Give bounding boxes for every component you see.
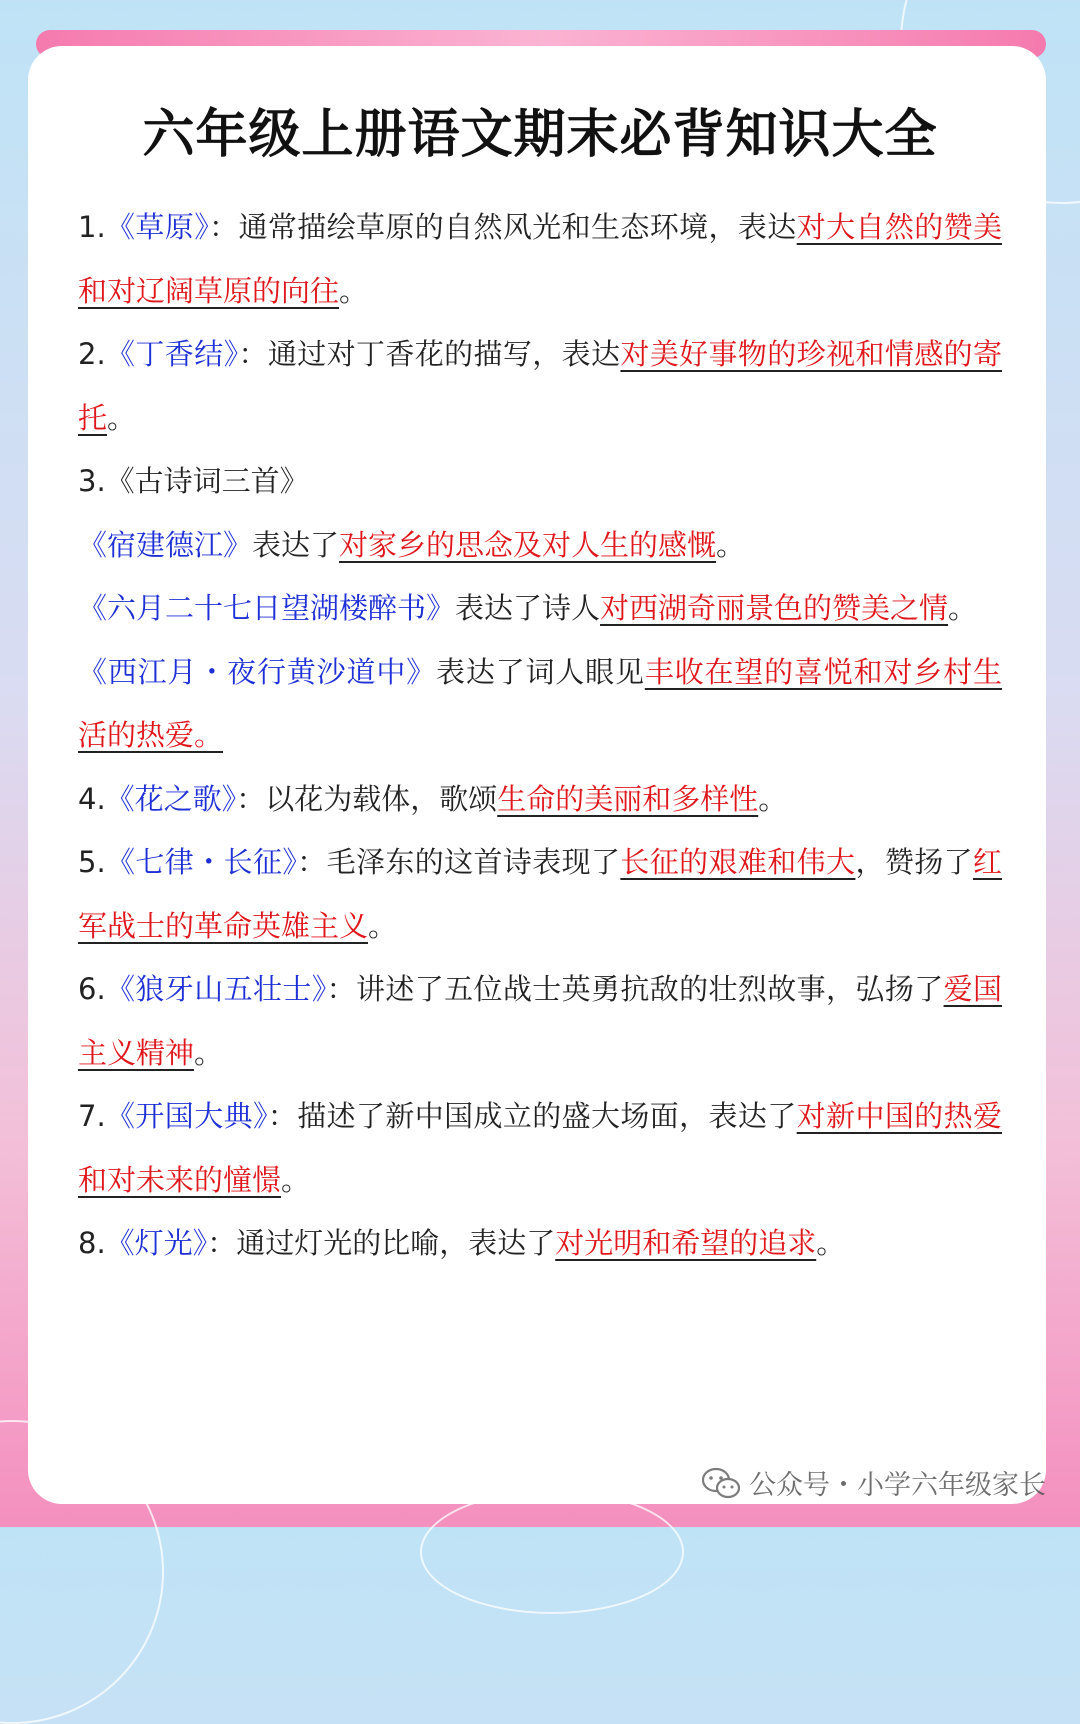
book-title: 《七律・长征》: [105, 845, 298, 879]
page-title: 六年级上册语文期末必背知识大全: [142, 104, 938, 165]
book-title: 《灯光》: [105, 1226, 208, 1260]
item-number: 8.: [78, 1226, 106, 1260]
section-heading: 《古诗词三首》: [105, 464, 309, 498]
key-phrase: 爱国主义精神: [78, 972, 1002, 1070]
item-text: ：通过灯光的比喻，表达了: [207, 1226, 556, 1260]
item-end: 。: [339, 273, 369, 308]
decorative-arc: [420, 1490, 684, 1614]
key-phrase: 生命的美丽和多样性: [497, 781, 759, 816]
item-text: ：以花为载体，歌颂: [236, 781, 498, 816]
key-phrase: 对家乡的思念及对人生的感慨: [339, 527, 717, 562]
key-phrase: 丰收在望的喜悦和对乡村生活的热爱。: [78, 654, 1002, 752]
item-text: ：毛泽东的这首诗表现了: [297, 845, 621, 879]
book-title: 《草原》: [105, 210, 210, 244]
book-title: 《丁香结》: [105, 337, 239, 371]
poem-text: 表达了: [252, 527, 340, 562]
item-text: ：通常描绘草原的自然风光和生态环境，表达: [209, 210, 797, 244]
item-number: 4.: [78, 781, 106, 816]
item-number: 1.: [78, 210, 106, 244]
list-item: [78, 1212, 1002, 1276]
poem-end: 。: [948, 591, 978, 625]
item-end: 。: [281, 1162, 311, 1197]
item-number: 7.: [78, 1099, 106, 1133]
item-text: ，赞扬了: [855, 845, 973, 879]
item-number: 2.: [78, 337, 106, 371]
poem-end: 。: [716, 527, 746, 562]
poem-title: 《西江月・夜行黄沙道中》: [78, 654, 436, 689]
book-title: 《开国大典》: [105, 1099, 268, 1133]
list-item: [78, 768, 1002, 832]
item-end: 。: [758, 781, 788, 816]
list-item: [78, 958, 1002, 1085]
poem-item: [78, 577, 1002, 641]
list-item: [78, 831, 1002, 958]
poem-text: 表达了词人眼见: [435, 654, 645, 689]
item-end: 。: [107, 400, 137, 435]
wechat-icon: [701, 1467, 741, 1499]
list-item: [78, 1085, 1002, 1212]
book-title: 《花之歌》: [105, 781, 237, 816]
item-text: ：讲述了五位战士英勇抗敌的壮烈故事，弘扬了: [326, 972, 944, 1006]
key-phrase: 对西湖奇丽景色的赞美之情: [600, 591, 949, 625]
poem-title: 《宿建德江》: [78, 527, 253, 562]
key-phrase: 对美好事物的珍视和情感的寄托: [78, 337, 1002, 435]
watermark: [701, 1463, 1046, 1502]
poem-text: 表达了诗人: [455, 591, 601, 625]
poem-item: [78, 641, 1002, 768]
item-text: ：描述了新中国成立的盛大场面，表达了: [267, 1099, 797, 1133]
knowledge-list: [78, 196, 1002, 1276]
key-phrase: 对光明和希望的追求: [555, 1226, 817, 1260]
list-item: [78, 196, 1002, 323]
watermark-text: 公众号・小学六年级家长: [749, 1470, 1046, 1501]
key-phrase: 长征的艰难和伟大: [620, 845, 856, 879]
key-phrase: 对大自然的赞美和对辽阔草原的向往: [78, 210, 1002, 308]
list-item: [78, 450, 1002, 514]
item-text: ：通过对丁香花的描写，表达: [238, 337, 621, 371]
key-phrase: 对新中国的热爱和对未来的憧憬: [78, 1099, 1002, 1197]
item-number: 3.: [78, 464, 106, 498]
poem-title: 《六月二十七日望湖楼醉书》: [78, 591, 456, 625]
poem-item: [78, 514, 1002, 578]
item-number: 6.: [78, 972, 106, 1006]
item-end: 。: [816, 1226, 846, 1260]
key-phrase: 红军战士的革命英雄主义: [78, 845, 1002, 943]
item-end: 。: [194, 1035, 224, 1070]
item-number: 5.: [78, 845, 106, 879]
item-end: 。: [368, 908, 398, 943]
book-title: 《狼牙山五壮士》: [105, 972, 327, 1006]
list-item: [78, 323, 1002, 450]
